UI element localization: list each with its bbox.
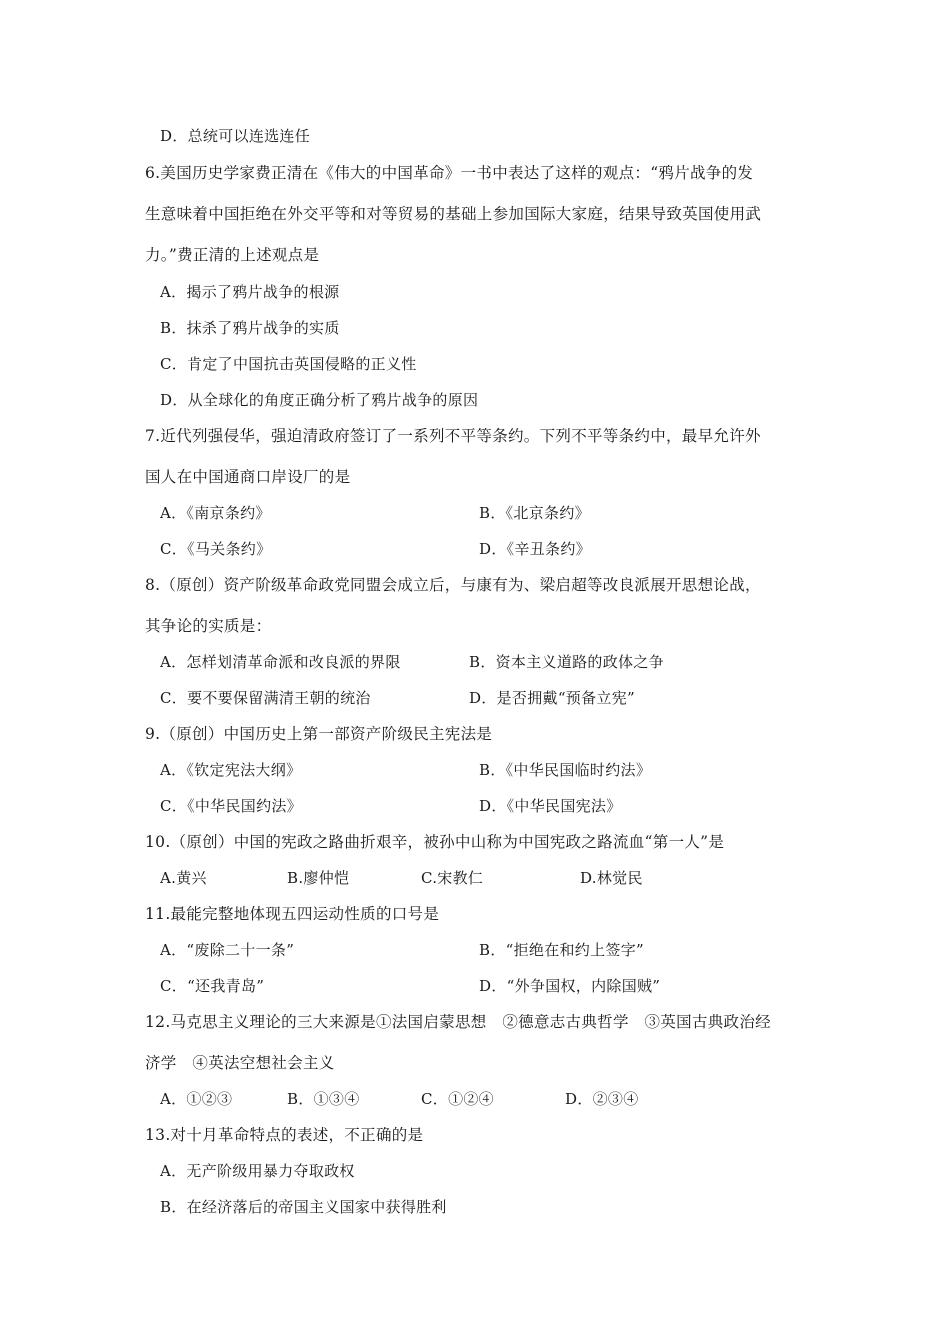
q12-option-d: D．②③④ <box>565 1090 639 1108</box>
q13-option-b: B．在经济落后的帝国主义国家中获得胜利 <box>160 1198 447 1216</box>
q7-option-d: D．《辛丑条约》 <box>479 540 591 558</box>
q9-option-c: C．《中华民国约法》 <box>160 797 302 815</box>
q6-option-c: C．肯定了中国抗击英国侵略的正义性 <box>160 355 417 373</box>
q8-stem-line1: 8.（原创）资产阶级革命政党同盟会成立后，与康有为、梁启超等改良派展开思想论战， <box>145 576 761 594</box>
q11-option-b: B．“拒绝在和约上签字” <box>479 941 644 959</box>
q10-option-a: A.黄兴 <box>160 869 207 887</box>
q8-option-b: B．资本主义道路的政体之争 <box>469 653 664 671</box>
q12-option-b: B．①③④ <box>287 1090 360 1108</box>
q12-option-a: A．①②③ <box>160 1090 233 1108</box>
q9-stem-line1: 9.（原创）中国历史上第一部资产阶级民主宪法是 <box>145 725 493 743</box>
q13-stem-line1: 13.对十月革命特点的表述，不正确的是 <box>145 1126 424 1144</box>
q6-option-a: A．揭示了鸦片战争的根源 <box>160 283 340 301</box>
q10-option-c: C.宋教仁 <box>421 869 484 887</box>
q12-stem-line2: 济学 ④英法空想社会主义 <box>145 1054 335 1072</box>
q9-option-b: B．《中华民国临时约法》 <box>479 761 652 779</box>
q10-option-b: B.廖仲恺 <box>287 869 350 887</box>
q11-stem-line1: 11.最能完整地体现五四运动性质的口号是 <box>145 905 440 923</box>
q5-option-d: D．总统可以连选连任 <box>160 127 311 145</box>
q7-option-b: B．《北京条约》 <box>479 504 590 522</box>
q10-stem-line1: 10.（原创）中国的宪政之路曲折艰辛，被孙中山称为中国宪政之路流血“第一人”是 <box>145 833 725 851</box>
q6-option-b: B．抹杀了鸦片战争的实质 <box>160 319 340 337</box>
q11-option-d: D．“外争国权，内除国贼” <box>479 977 661 995</box>
q6-stem-line1: 6.美国历史学家费正清在《伟大的中国革命》一书中表达了这样的观点：“鸦片战争的发 <box>145 164 754 182</box>
q9-option-d: D．《中华民国宪法》 <box>479 797 622 815</box>
q7-option-c: C．《马关条约》 <box>160 540 272 558</box>
q13-option-a: A．无产阶级用暴力夺取政权 <box>160 1162 355 1180</box>
q7-stem-line1: 7.近代列强侵华，强迫清政府签订了一系列不平等条约。下列不平等条约中，最早允许外 <box>145 427 761 445</box>
q12-stem-line1: 12.马克思主义理论的三大来源是①法国启蒙思想 ②德意志古典哲学 ③英国古典政治经 <box>145 1013 771 1031</box>
q6-stem-line2: 生意味着中国拒绝在外交平等和对等贸易的基础上参加国际大家庭，结果导致英国使用武 <box>145 205 762 223</box>
q10-option-d: D.林觉民 <box>580 869 643 887</box>
q9-option-a: A．《钦定宪法大纲》 <box>160 761 302 779</box>
q8-option-a: A．怎样划清革命派和改良派的界限 <box>160 653 401 671</box>
q7-option-a: A．《南京条约》 <box>160 504 271 522</box>
q11-option-a: A．“废除二十一条” <box>160 941 295 959</box>
q8-option-c: C．要不要保留满清王朝的统治 <box>160 689 371 707</box>
q6-option-d: D．从全球化的角度正确分析了鸦片战争的原因 <box>160 391 479 409</box>
q11-option-c: C．“还我青岛” <box>160 977 265 995</box>
q6-stem-line3: 力。”费正清的上述观点是 <box>145 246 320 264</box>
q8-option-d: D．是否拥戴“预备立宪” <box>469 689 635 707</box>
q12-option-c: C．①②④ <box>421 1090 494 1108</box>
q8-stem-line2: 其争论的实质是： <box>145 617 272 635</box>
q7-stem-line2: 国人在中国通商口岸设厂的是 <box>145 468 351 486</box>
